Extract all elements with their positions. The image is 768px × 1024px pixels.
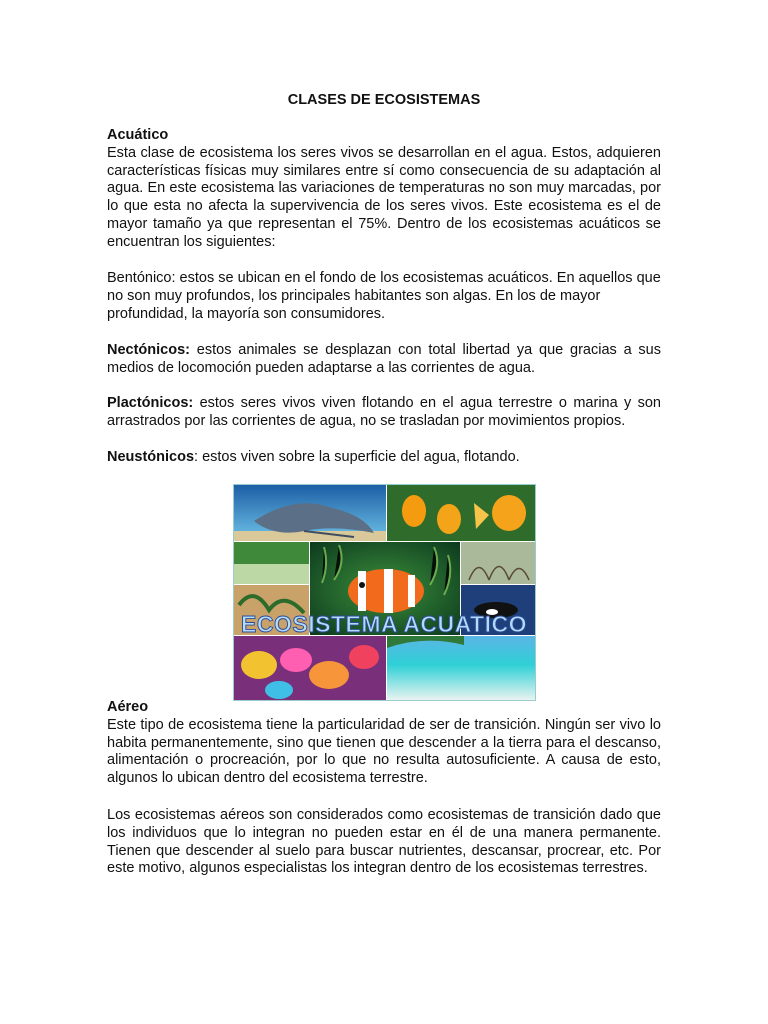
neustonicos-text: : estos viven sobre la superficie del agua, flotando.: [194, 449, 520, 465]
paragraph-neustonicos: [107, 449, 661, 467]
bentonico-text: Bentónico: estos se ubican en el fondo de los ecosistemas acuáticos. En aquellos que no son muy profundos, los principales habitantes son algas. En los de mayor profundidad, la mayoría son consumidores.: [107, 270, 661, 322]
paragraph-plactonicos: [107, 395, 661, 431]
paragraph-acuatico-intro: Esta clase de ecosistema los seres vivos se desarrollan en el agua. Estos, adquieren características físicas muy similares entre sí como consecuencia de su adaptación al agua. En este ecosistema las variaciones de temperaturas no son muy marcadas, por lo que esta no afecta la supervivencia de los seres vivos. Este ecosistema es el de mayor tamaño ya que representan el 75%. Dentro de los ecosistemas acuáticos se encuentran los siguientes:: [107, 144, 661, 250]
nectonicos-term: Nectónicos:: [107, 342, 190, 358]
nectonicos-text: estos animales se desplazan con total libertad ya que gracias a sus medios de locomoción pueden adaptarse a las corrientes de agua.: [107, 342, 661, 376]
section-acuatico: [107, 127, 661, 252]
aquatic-ecosystem-collage-image: [233, 484, 536, 701]
plactonicos-term: Plactónicos:: [107, 395, 194, 411]
collage-overlay-text: ECOSISTEMA ACUATICO: [241, 611, 527, 637]
paragraph-aereo-2: Los ecosistemas aéreos son considerados como ecosistemas de transición dado que los individuos que lo integran no pueden estar en él de una manera permanente. Tienen que descender al suelo para buscar nutrientes, descansar, procrear, etc. Por este motivo, algunos especialistas los integran dentro de los ecosistemas terrestres.: [107, 807, 661, 877]
paragraph-aereo-1: Este tipo de ecosistema tiene la particularidad de ser de transición. Ningún ser vivo lo habita permanentemente, sino que tienen que descender a la tierra para el descanso, alimentación o procreación, por lo que no resulta autosuficiente. A causa de esto, algunos lo ubican dentro del ecosistema terrestre.: [107, 716, 661, 787]
neustonicos-term: Neustónicos: [107, 449, 195, 465]
paragraph-bentonico: [107, 270, 661, 323]
plactonicos-text: estos seres vivos viven flotando en el agua terrestre o marina y son arrastrados por las corrientes de agua, no se trasladan por movimientos propios.: [107, 395, 661, 429]
section-aereo: [107, 699, 661, 788]
paragraph-nectonicos: [107, 342, 661, 378]
page-title: CLASES DE ECOSISTEMAS: [287, 92, 481, 108]
section-heading-aereo: Aéreo: [107, 699, 149, 715]
section-heading-acuatico: Acuático: [107, 127, 169, 143]
